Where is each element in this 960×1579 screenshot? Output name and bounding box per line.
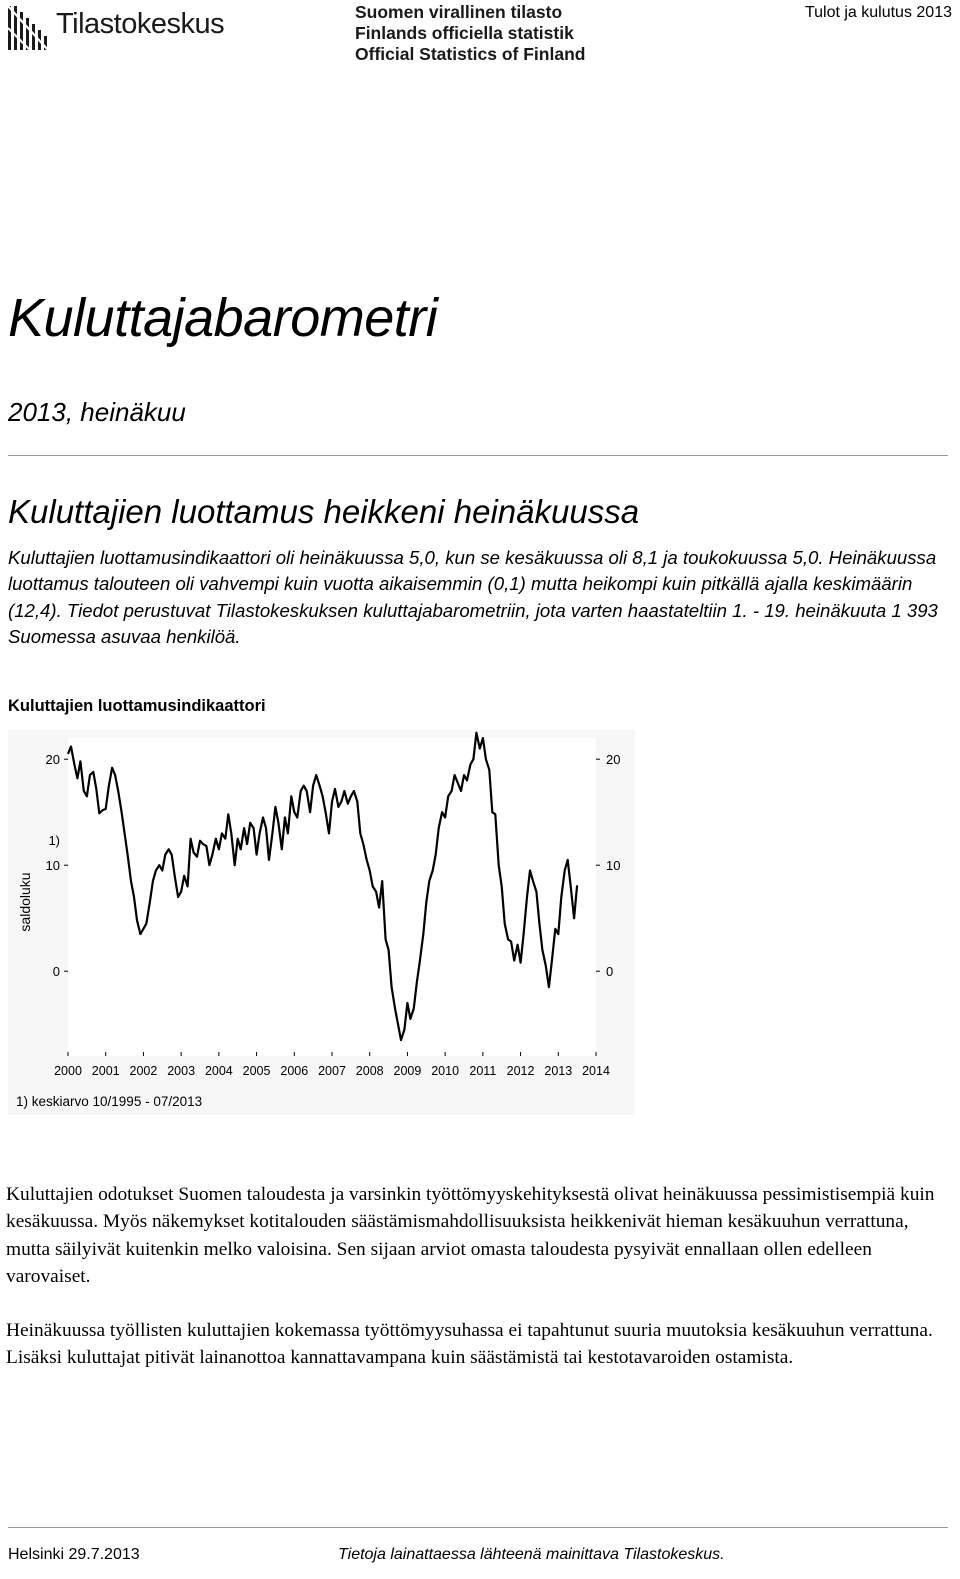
footer-date: Helsinki 29.7.2013 [8, 1546, 140, 1563]
official-statistics-label [355, 2, 585, 65]
y-tick-label-left: 10 [45, 858, 60, 874]
footer-divider [8, 1527, 948, 1528]
y-tick-label-right: 0 [606, 964, 614, 980]
x-tick-label: 2008 [355, 1064, 384, 1078]
y-tick-label-left: 0 [52, 964, 60, 980]
x-tick-label: 2007 [318, 1064, 346, 1078]
logo-text: Tilastokeskus [56, 8, 225, 40]
y-tick-label-left: 20 [45, 752, 60, 768]
divider [8, 455, 948, 456]
x-tick-label: 2000 [54, 1064, 82, 1078]
x-tick-label: 2010 [431, 1064, 460, 1078]
official-line-en: Official Statistics of Finland [355, 44, 586, 64]
series-name: Tulot ja kulutus 2013 [804, 4, 952, 21]
x-tick-label: 2006 [280, 1064, 309, 1078]
x-tick-label: 2011 [469, 1064, 497, 1078]
mean-reference-label: 1) [48, 832, 60, 848]
x-tick-label: 2005 [242, 1064, 271, 1078]
body-paragraph-1: Kuluttajien odotukset Suomen taloudesta ja varsinkin työttömyyskehityksestä olivat heinäkuussa pessimistisempiä kuin kesäkuussa. Myös näkemykset kotitalouden säästämismahdollisuuksista heikkenivät hieman kesäkuuhun verrattuna, mutta säilyivät kuitenkin melko valoisina. Sen sijaan arviot omasta taloudesta pysyivät ennallaan ollen edelleen varovaiset. [6, 1184, 935, 1287]
footer-citation-note: Tietoja lainattaessa lähteenä mainittava Tilastokeskus. [338, 1546, 725, 1563]
x-tick-label: 2003 [167, 1064, 196, 1078]
page-period: 2013, heinäkuu [8, 397, 186, 427]
x-tick-label: 2012 [506, 1064, 535, 1078]
official-line-fi: Suomen virallinen tilasto [355, 2, 563, 22]
x-tick-label: 2009 [393, 1064, 422, 1078]
y-tick-label-right: 20 [606, 752, 621, 768]
x-tick-label: 2002 [129, 1064, 158, 1078]
x-tick-label: 2014 [582, 1064, 610, 1078]
release-headline: Kuluttajien luottamus heikkeni heinäkuussa [8, 493, 640, 530]
page-title: Kuluttajabarometri [8, 288, 438, 348]
lead-paragraph: Kuluttajien luottamusindikaattori oli heinäkuussa 5,0, kun se kesäkuussa oli 8,1 ja toukokuussa 5,0. Heinäkuussa luottamus talouteen oli vahvempi kuin vuotta aikaisemmin (0,1) mutta heikompi kuin pitkällä ajalla keskimäärin (12,4). Tiedot perustuvat Tilastokeskuksen kuluttajabarometriin, jota varten haastateltiin 1. - 19. heinäkuuta 1 393 Suomessa asuvaa henkilöä. [8, 547, 938, 648]
x-tick-label: 2001 [91, 1064, 120, 1078]
y-tick-label-right: 10 [606, 858, 621, 874]
confidence-indicator-chart [8, 730, 635, 1115]
x-tick-label: 2013 [544, 1064, 573, 1078]
chart-heading: Kuluttajien luottamusindikaattori [8, 697, 266, 715]
chart-footnote: 1) keskiarvo 10/1995 - 07/2013 [16, 1094, 203, 1109]
x-tick-label: 2004 [204, 1064, 233, 1078]
y-axis-label: saldoluku [17, 872, 33, 932]
official-line-sv: Finlands officiella statistik [355, 23, 574, 43]
plot-area [68, 738, 596, 1056]
body-paragraph-2: Heinäkuussa työllisten kuluttajien kokemassa työttömyysuhassa ei tapahtunut suuria muutoksia kesäkuuhun verrattuna. Lisäksi kuluttajat pitivät lainanottoa kannattavampana kuin säästämistä tai kestotavaroiden ostamista. [6, 1320, 933, 1369]
